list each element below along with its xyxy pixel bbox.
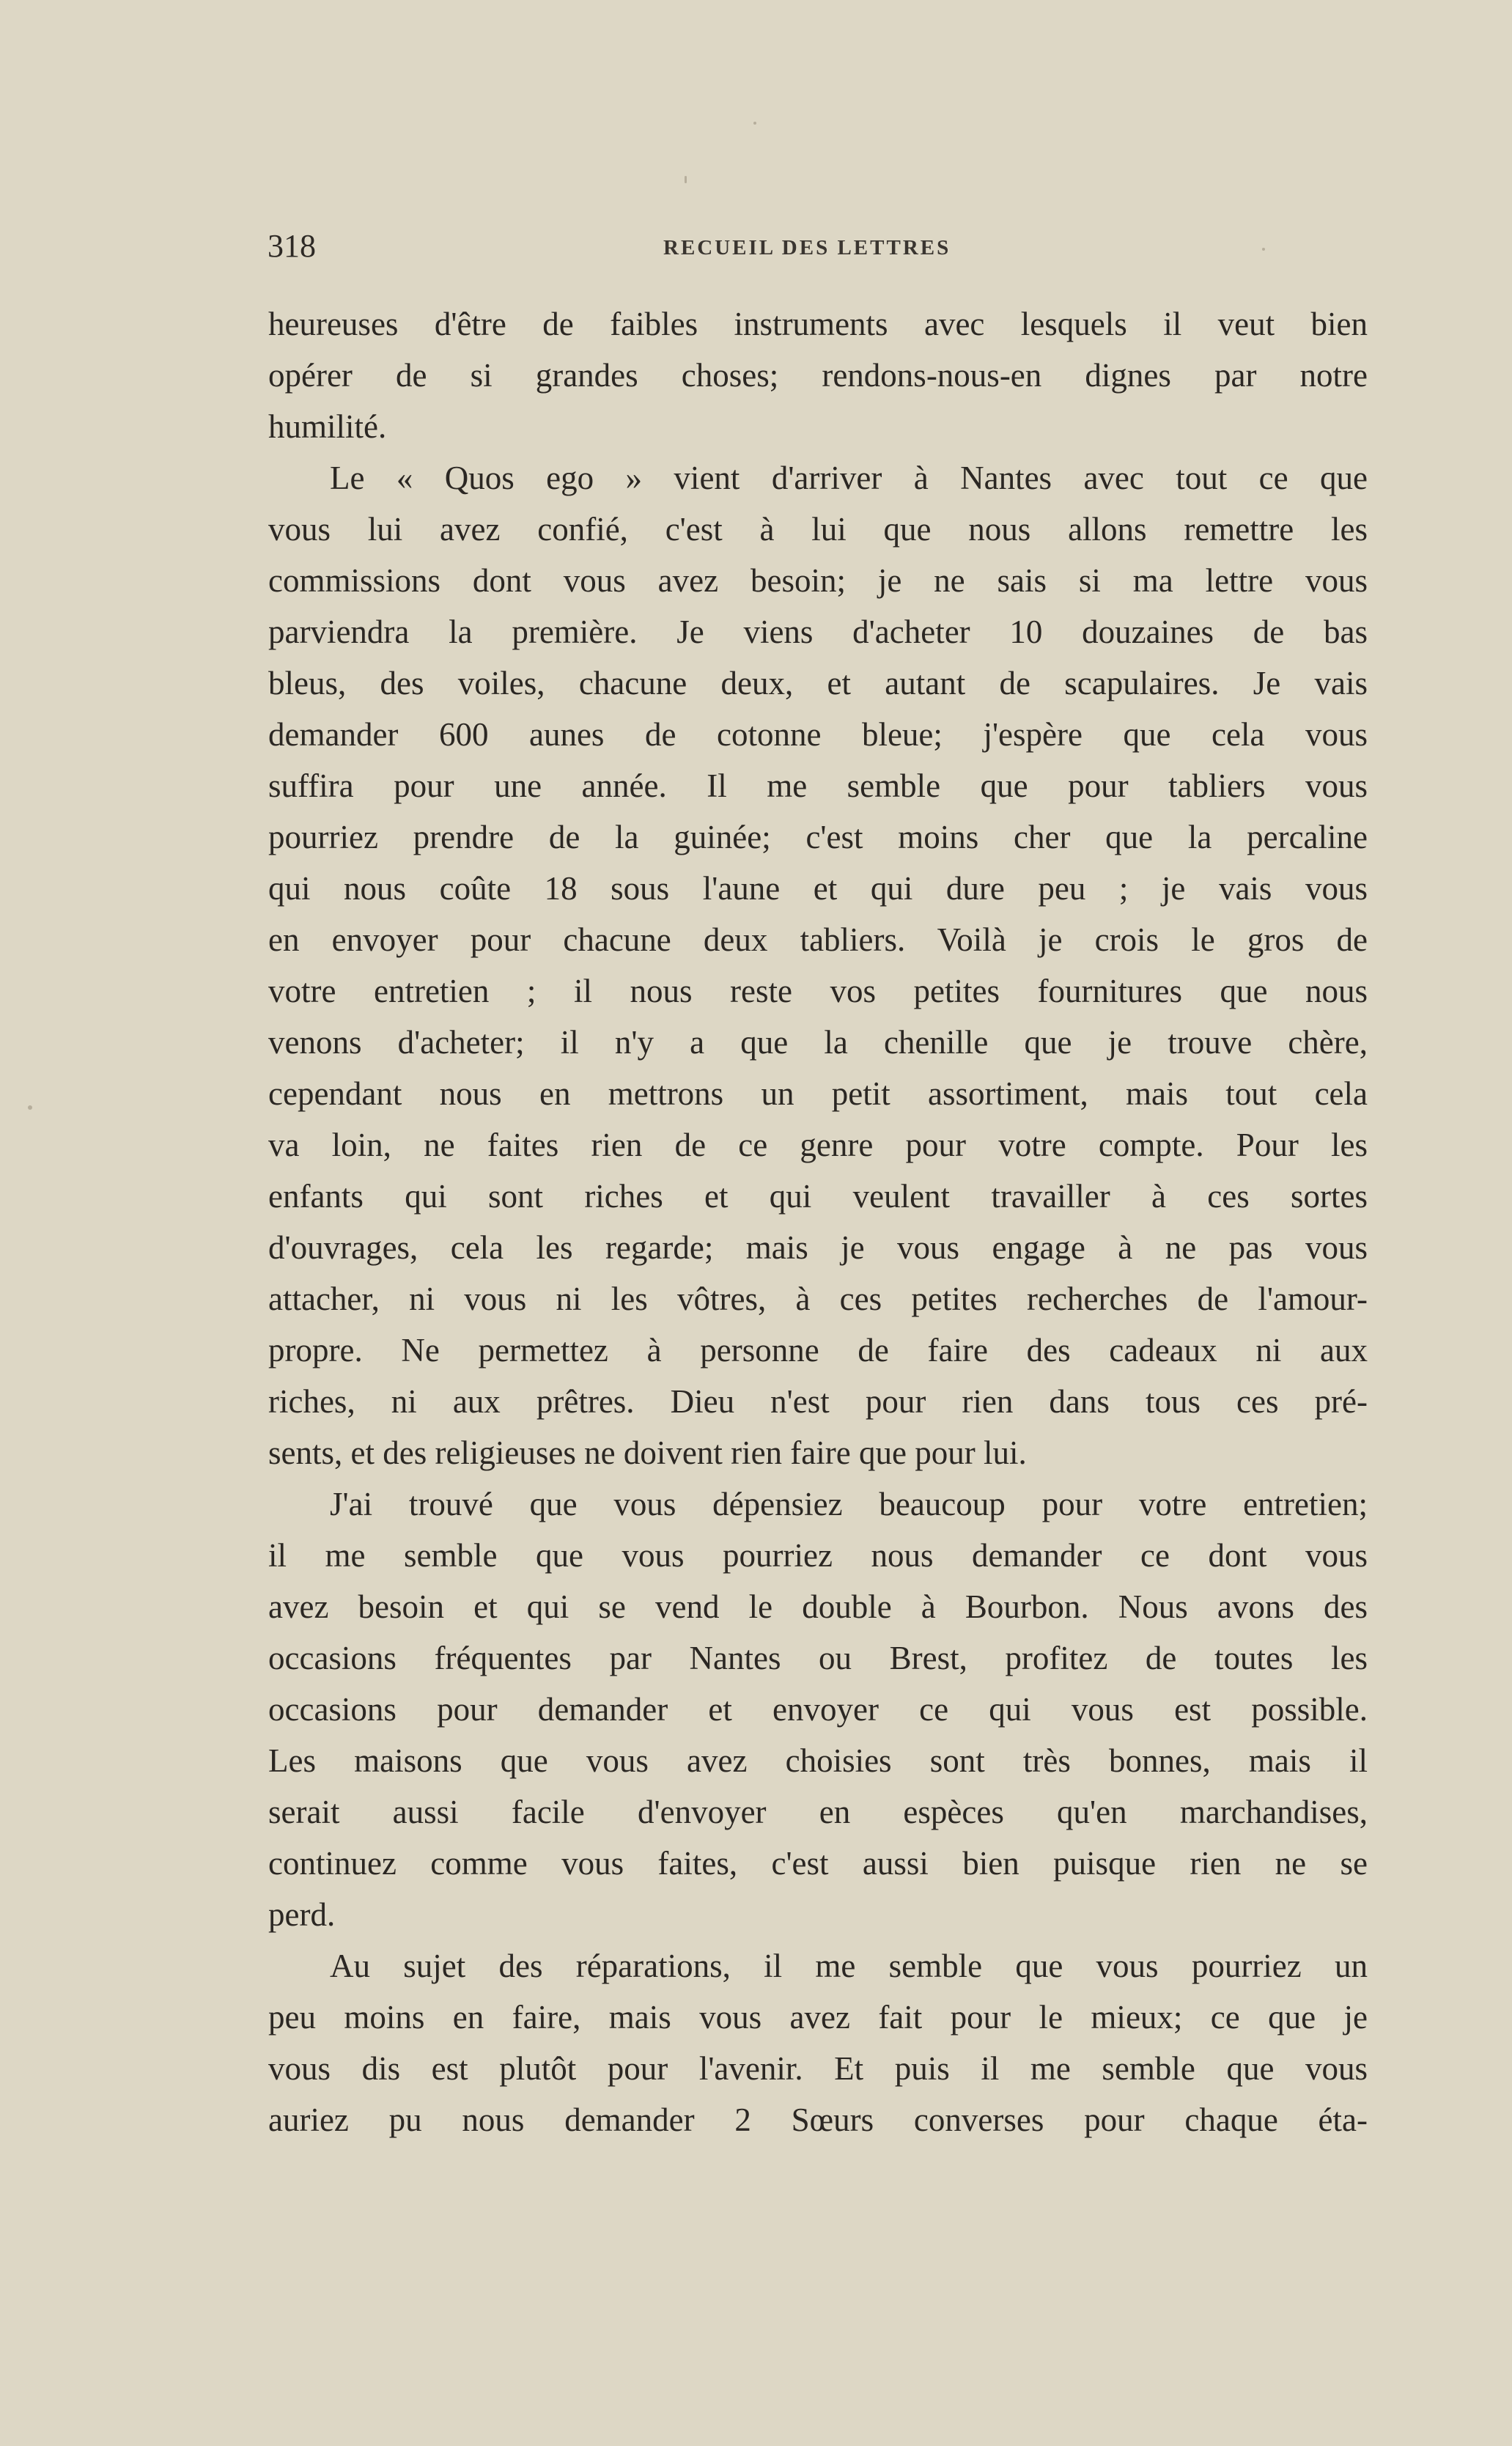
page-number: 318 <box>268 228 316 264</box>
text-line: Au sujet des réparations, il me semble que vous pourriez un <box>330 1948 1368 1984</box>
text-line: riches, ni aux prêtres. Dieu n'est pour rien dans tous ces pré- <box>268 1383 1368 1420</box>
text-line: enfants qui sont riches et qui veulent travailler à ces sortes <box>268 1178 1368 1215</box>
text-line: cependant nous en mettrons un petit assortiment, mais tout cela <box>268 1075 1368 1112</box>
text-line: il me semble que vous pourriez nous demander ce dont vous <box>268 1537 1368 1574</box>
text-line: pourriez prendre de la guinée; c'est moins cher que la percaline <box>268 819 1368 855</box>
text-line: perd. <box>268 1896 336 1933</box>
text-line: attacher, ni vous ni les vôtres, à ces petites recherches de l'amour- <box>268 1281 1368 1317</box>
text-line: suffira pour une année. Il me semble que pour tabliers vous <box>268 767 1368 804</box>
text-line: propre. Ne permettez à personne de faire des cadeaux ni aux <box>268 1332 1368 1368</box>
text-line: auriez pu nous demander 2 Sœurs converses pour chaque éta- <box>268 2101 1368 2138</box>
text-line: Les maisons que vous avez choisies sont très bonnes, mais il <box>268 1742 1368 1779</box>
text-line: demander 600 aunes de cotonne bleue; j'espère que cela vous <box>268 716 1368 753</box>
paper-speck <box>28 1105 32 1110</box>
paper-speck <box>753 122 756 125</box>
text-line: commissions dont vous avez besoin; je ne sais si ma lettre vous <box>268 562 1368 599</box>
running-title: RECUEIL DES LETTRES <box>663 236 951 259</box>
running-head <box>268 229 1233 264</box>
text-line: Le « Quos ego » vient d'arriver à Nantes avec tout ce que <box>330 460 1368 496</box>
paper-speck <box>685 176 687 183</box>
text-line: continuez comme vous faites, c'est aussi bien puisque rien ne se <box>268 1845 1368 1882</box>
text-line: J'ai trouvé que vous dépensiez beaucoup pour votre entretien; <box>330 1486 1368 1522</box>
text-line: en envoyer pour chacune deux tabliers. Voilà je crois le gros de <box>268 921 1368 958</box>
text-line: sents, et des religieuses ne doivent rien faire que pour lui. <box>268 1434 1027 1471</box>
text-line: avez besoin et qui se vend le double à Bourbon. Nous avons des <box>268 1588 1368 1625</box>
text-line: qui nous coûte 18 sous l'aune et qui dure peu ; je vais vous <box>268 870 1368 907</box>
text-line: serait aussi facile d'envoyer en espèces qu'en marchandises, <box>268 1794 1368 1830</box>
text-line: d'ouvrages, cela les regarde; mais je vous engage à ne pas vous <box>268 1229 1368 1266</box>
text-line: occasions pour demander et envoyer ce qui vous est possible. <box>268 1691 1368 1728</box>
paper-speck <box>1262 248 1265 251</box>
text-line: vous lui avez confié, c'est à lui que nous allons remettre les <box>268 511 1368 548</box>
text-line: va loin, ne faites rien de ce genre pour votre compte. Pour les <box>268 1127 1368 1163</box>
text-line: occasions fréquentes par Nantes ou Brest, profitez de toutes les <box>268 1640 1368 1676</box>
text-line: peu moins en faire, mais vous avez fait pour le mieux; ce que je <box>268 1999 1368 2036</box>
text-line: votre entretien ; il nous reste vos petites fournitures que nous <box>268 973 1368 1009</box>
text-line: opérer de si grandes choses; rendons-nous-en dignes par notre <box>268 357 1368 394</box>
text-line: heureuses d'être de faibles instruments avec lesquels il veut bien <box>268 306 1368 342</box>
text-line: parviendra la première. Je viens d'acheter 10 douzaines de bas <box>268 614 1368 650</box>
text-line: venons d'acheter; il n'y a que la chenille que je trouve chère, <box>268 1024 1368 1061</box>
text-line: bleus, des voiles, chacune deux, et autant de scapulaires. Je vais <box>268 665 1368 701</box>
text-line: vous dis est plutôt pour l'avenir. Et puis il me semble que vous <box>268 2050 1368 2087</box>
text-line: humilité. <box>268 408 387 445</box>
